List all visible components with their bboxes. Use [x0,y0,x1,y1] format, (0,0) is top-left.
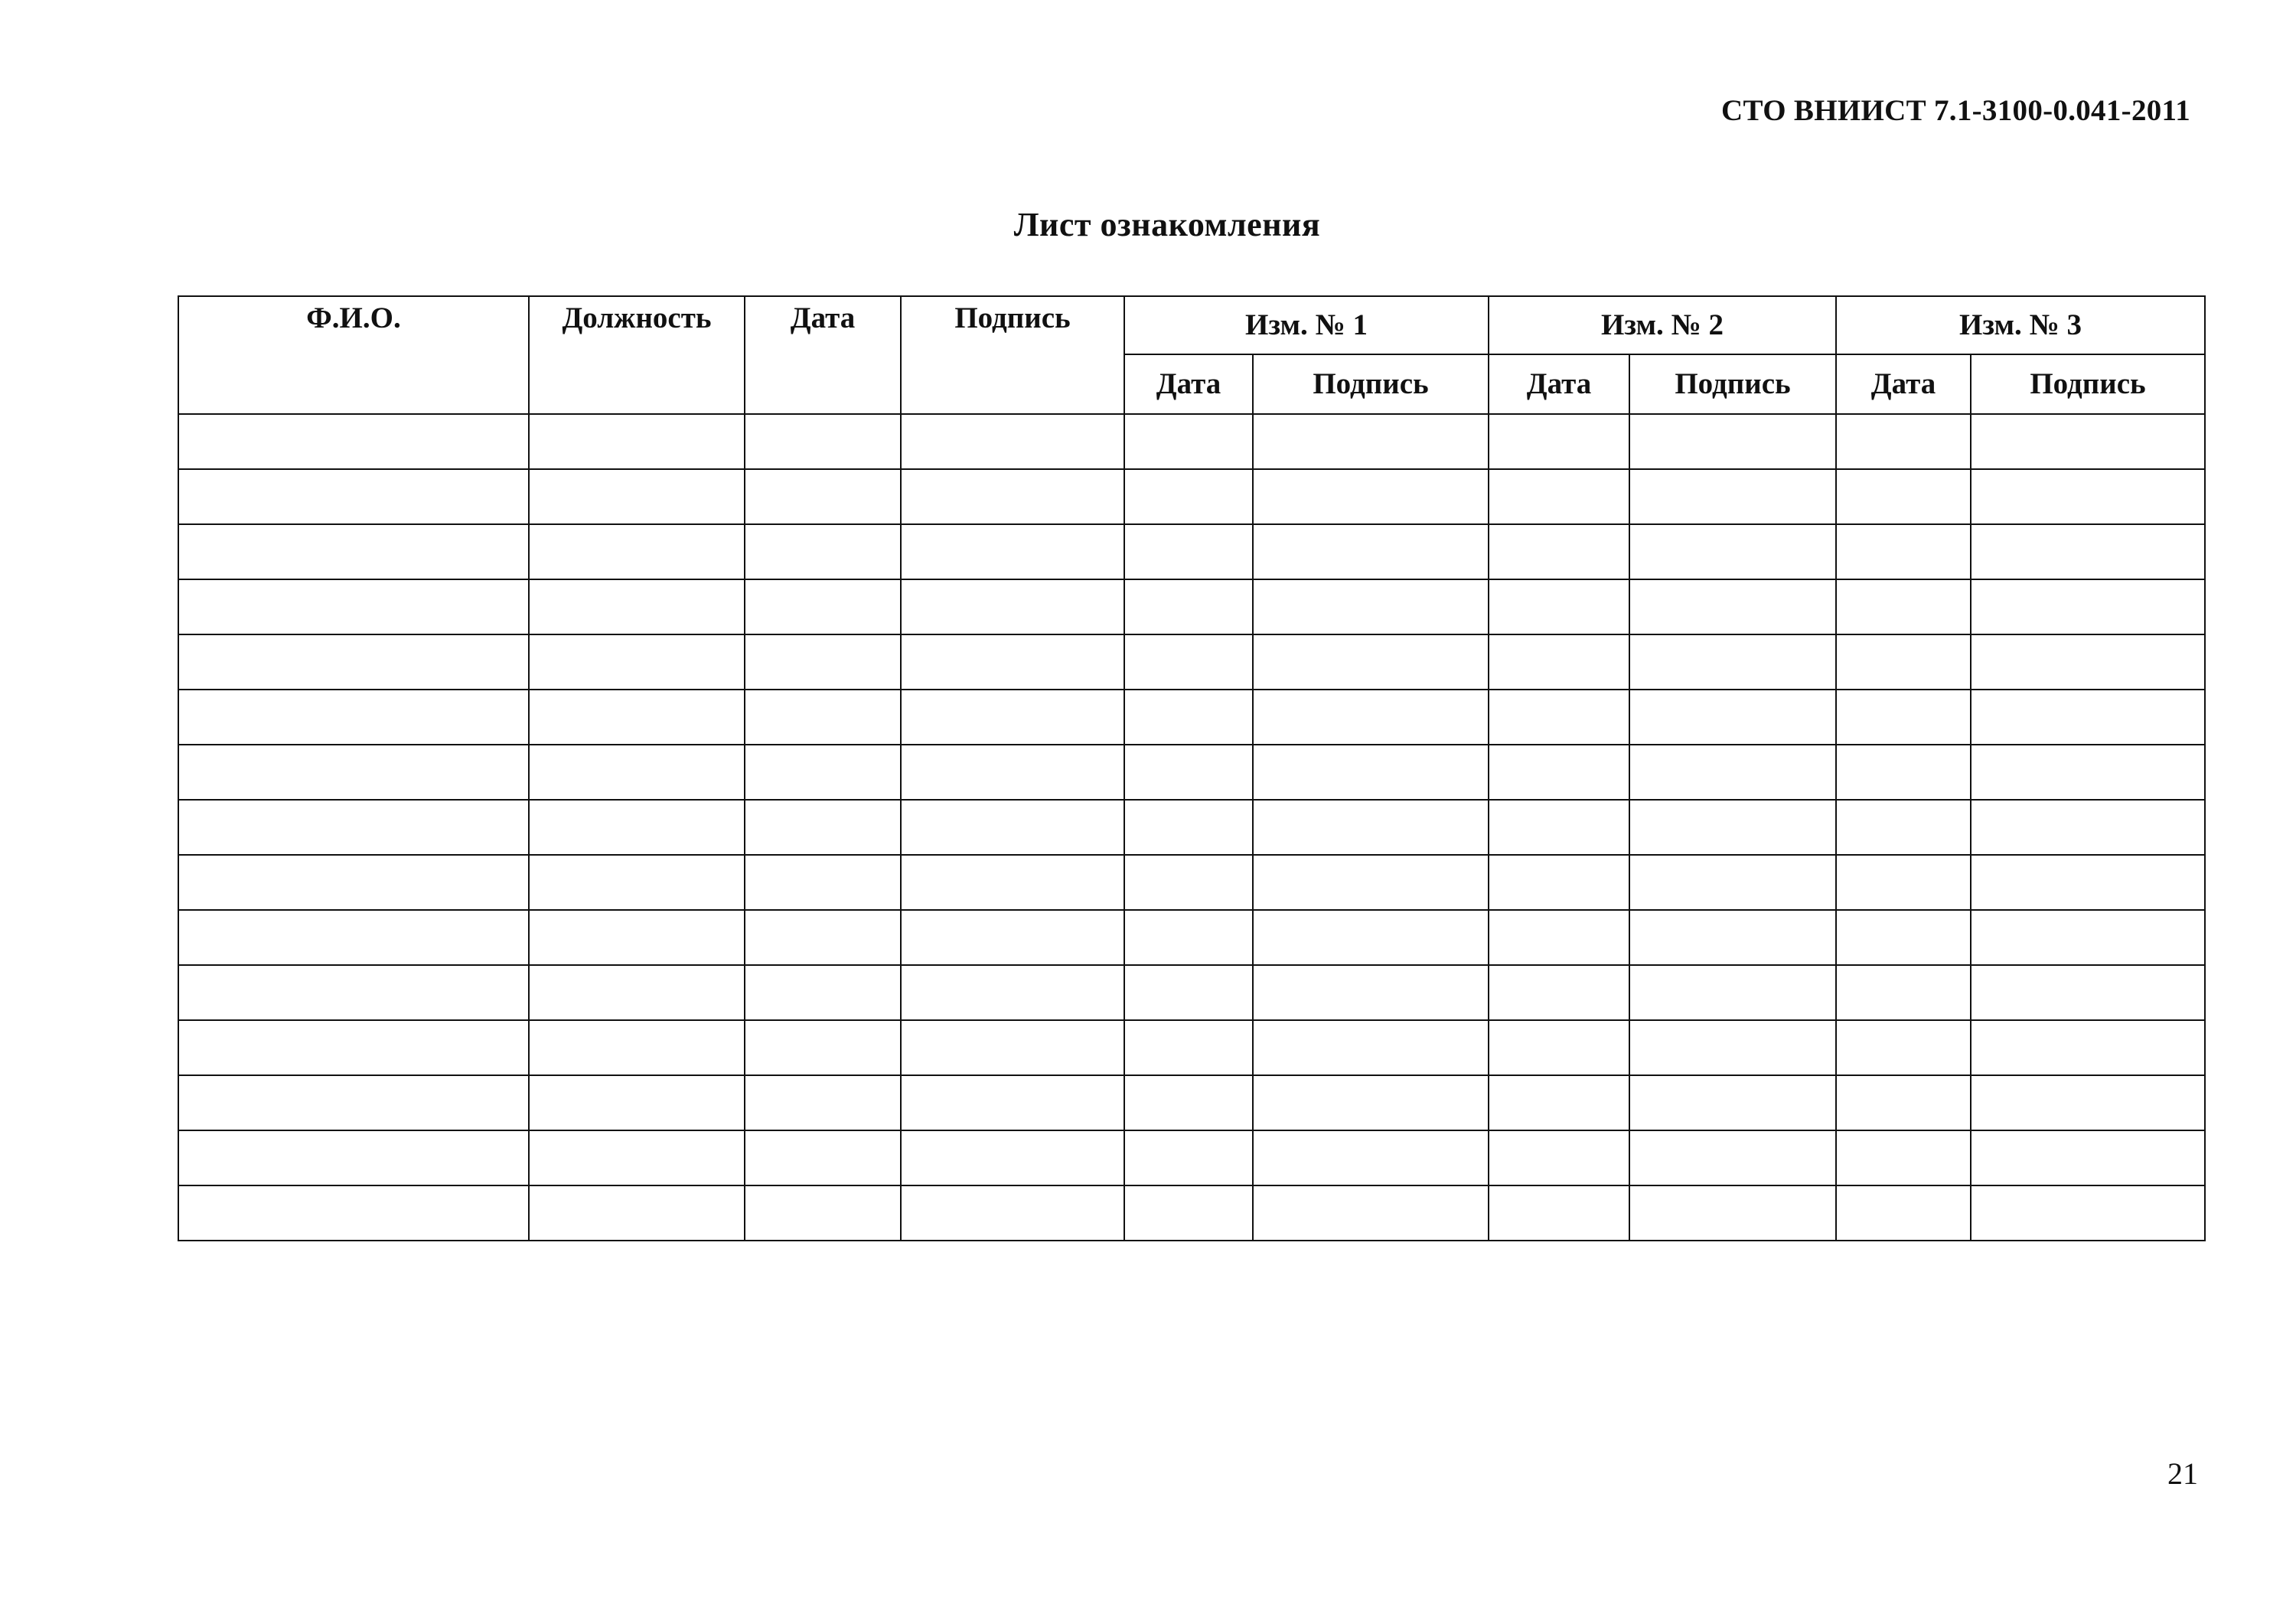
table-row [178,690,2205,745]
change-3-date-cell [1836,469,1971,524]
change-3-signature-cell [1971,414,2205,469]
change-2-signature-cell [1629,634,1836,690]
signature-cell [901,579,1124,634]
change-3-signature-cell [1971,524,2205,579]
change-1-date-header: Дата [1124,354,1253,414]
date-cell [745,800,901,855]
change-2-signature-cell [1629,800,1836,855]
change-3-date-cell [1836,1185,1971,1241]
position-cell [529,579,745,634]
change-3-signature-header: Подпись [1971,354,2205,414]
fio-cell [178,855,529,910]
fio-cell [178,1020,529,1075]
table-row [178,745,2205,800]
table-row [178,855,2205,910]
change-3-date-cell [1836,414,1971,469]
change-1-date-cell [1124,965,1253,1020]
date-cell [745,1075,901,1130]
change-1-signature-cell [1253,579,1489,634]
change-2-signature-cell [1629,1020,1836,1075]
change-1-date-cell [1124,745,1253,800]
table-row [178,1130,2205,1185]
position-cell [529,1075,745,1130]
signature-cell [901,1185,1124,1241]
change-2-signature-cell [1629,469,1836,524]
fio-cell [178,910,529,965]
change-1-signature-header: Подпись [1253,354,1489,414]
column-header-position: Должность [529,296,745,414]
change-1-signature-cell [1253,634,1489,690]
signature-cell [901,1020,1124,1075]
date-cell [745,469,901,524]
position-cell [529,910,745,965]
table-row [178,910,2205,965]
signature-cell [901,414,1124,469]
change-3-date-cell [1836,579,1971,634]
change-3-date-cell [1836,855,1971,910]
date-cell [745,965,901,1020]
change-3-date-cell [1836,1130,1971,1185]
date-cell [745,634,901,690]
change-3-signature-cell [1971,910,2205,965]
change-3-signature-cell [1971,800,2205,855]
change-2-signature-cell [1629,579,1836,634]
change-1-date-cell [1124,1075,1253,1130]
change-1-date-cell [1124,1185,1253,1241]
change-3-date-cell [1836,690,1971,745]
position-cell [529,800,745,855]
table-row [178,800,2205,855]
change-1-date-cell [1124,910,1253,965]
change-2-signature-cell [1629,690,1836,745]
change-1-date-cell [1124,1130,1253,1185]
change-1-signature-cell [1253,1185,1489,1241]
position-cell [529,634,745,690]
change-3-date-cell [1836,965,1971,1020]
column-group-change-2: Изм. № 2 [1489,296,1836,354]
change-3-signature-cell [1971,855,2205,910]
fio-cell [178,524,529,579]
change-2-date-cell [1489,1075,1629,1130]
date-cell [745,745,901,800]
change-3-date-cell [1836,634,1971,690]
change-3-signature-cell [1971,965,2205,1020]
signature-cell [901,524,1124,579]
change-1-date-cell [1124,690,1253,745]
change-3-date-header: Дата [1836,354,1971,414]
position-cell [529,414,745,469]
signature-cell [901,634,1124,690]
date-cell [745,690,901,745]
table-body [178,414,2205,1241]
signature-cell [901,745,1124,800]
date-cell [745,1130,901,1185]
position-cell [529,1020,745,1075]
change-1-signature-cell [1253,414,1489,469]
change-2-signature-cell [1629,414,1836,469]
signature-cell [901,800,1124,855]
fio-cell [178,469,529,524]
position-cell [529,469,745,524]
table-row [178,1020,2205,1075]
change-2-date-cell [1489,965,1629,1020]
date-cell [745,414,901,469]
change-1-date-cell [1124,524,1253,579]
page-number: 21 [2167,1456,2198,1491]
date-cell [745,910,901,965]
change-1-signature-cell [1253,965,1489,1020]
date-cell [745,524,901,579]
column-group-change-1: Изм. № 1 [1124,296,1489,354]
change-2-date-cell [1489,690,1629,745]
change-3-signature-cell [1971,469,2205,524]
change-2-date-cell [1489,1185,1629,1241]
change-1-signature-cell [1253,855,1489,910]
change-3-date-cell [1836,910,1971,965]
fio-cell [178,1185,529,1241]
change-1-signature-cell [1253,1130,1489,1185]
change-1-signature-cell [1253,910,1489,965]
change-2-date-cell [1489,414,1629,469]
change-3-signature-cell [1971,1075,2205,1130]
fio-cell [178,1130,529,1185]
change-1-signature-cell [1253,469,1489,524]
table-row [178,1075,2205,1130]
change-3-signature-cell [1971,1020,2205,1075]
change-2-date-cell [1489,1020,1629,1075]
position-cell [529,965,745,1020]
change-3-date-cell [1836,800,1971,855]
signature-cell [901,855,1124,910]
change-3-signature-cell [1971,745,2205,800]
change-1-date-cell [1124,800,1253,855]
change-1-date-cell [1124,855,1253,910]
position-cell [529,524,745,579]
signature-cell [901,910,1124,965]
change-1-signature-cell [1253,524,1489,579]
change-2-date-cell [1489,634,1629,690]
change-2-date-cell [1489,579,1629,634]
signature-cell [901,1075,1124,1130]
change-2-signature-cell [1629,965,1836,1020]
change-2-signature-cell [1629,1075,1836,1130]
table-row [178,965,2205,1020]
change-3-signature-cell [1971,579,2205,634]
position-cell [529,745,745,800]
column-header-signature: Подпись [901,296,1124,414]
fio-cell [178,690,529,745]
change-3-signature-cell [1971,690,2205,745]
change-1-date-cell [1124,579,1253,634]
change-3-date-cell [1836,745,1971,800]
change-2-signature-cell [1629,855,1836,910]
fio-cell [178,579,529,634]
fio-cell [178,634,529,690]
change-1-date-cell [1124,469,1253,524]
change-3-signature-cell [1971,1185,2205,1241]
change-3-date-cell [1836,1020,1971,1075]
date-cell [745,1020,901,1075]
fio-cell [178,414,529,469]
position-cell [529,690,745,745]
column-header-date: Дата [745,296,901,414]
fio-cell [178,1075,529,1130]
table-row [178,579,2205,634]
change-1-signature-cell [1253,690,1489,745]
change-1-signature-cell [1253,745,1489,800]
column-group-change-3: Изм. № 3 [1836,296,2205,354]
signature-cell [901,469,1124,524]
table-row [178,634,2205,690]
change-1-signature-cell [1253,1075,1489,1130]
table-row [178,469,2205,524]
change-1-date-cell [1124,1020,1253,1075]
fio-cell [178,745,529,800]
change-2-signature-cell [1629,524,1836,579]
change-2-signature-cell [1629,1130,1836,1185]
change-3-signature-cell [1971,1130,2205,1185]
acknowledgement-table [178,295,2206,1241]
change-2-date-cell [1489,469,1629,524]
change-3-date-cell [1836,1075,1971,1130]
change-1-date-cell [1124,634,1253,690]
change-2-date-cell [1489,524,1629,579]
position-cell [529,855,745,910]
document-code: СТО ВНИИСТ 7.1-3100-0.041-2011 [1720,94,2190,127]
header-row-top [178,296,2205,354]
change-1-date-cell [1124,414,1253,469]
table-row [178,524,2205,579]
change-1-signature-cell [1253,800,1489,855]
signature-cell [901,1130,1124,1185]
fio-cell [178,800,529,855]
column-header-fio: Ф.И.О. [178,296,529,414]
date-cell [745,855,901,910]
table-row [178,1185,2205,1241]
fio-cell [178,965,529,1020]
change-2-date-cell [1489,800,1629,855]
change-1-signature-cell [1253,1020,1489,1075]
change-2-signature-cell [1629,910,1836,965]
page-title: Лист ознакомления [1013,206,1321,243]
change-3-date-cell [1836,524,1971,579]
change-2-signature-header: Подпись [1629,354,1836,414]
change-2-date-cell [1489,855,1629,910]
signature-cell [901,690,1124,745]
position-cell [529,1130,745,1185]
change-3-signature-cell [1971,634,2205,690]
change-2-date-header: Дата [1489,354,1629,414]
date-cell [745,579,901,634]
change-2-date-cell [1489,745,1629,800]
table-row [178,414,2205,469]
change-2-date-cell [1489,910,1629,965]
change-2-signature-cell [1629,745,1836,800]
date-cell [745,1185,901,1241]
signature-cell [901,965,1124,1020]
position-cell [529,1185,745,1241]
change-2-date-cell [1489,1130,1629,1185]
change-2-signature-cell [1629,1185,1836,1241]
